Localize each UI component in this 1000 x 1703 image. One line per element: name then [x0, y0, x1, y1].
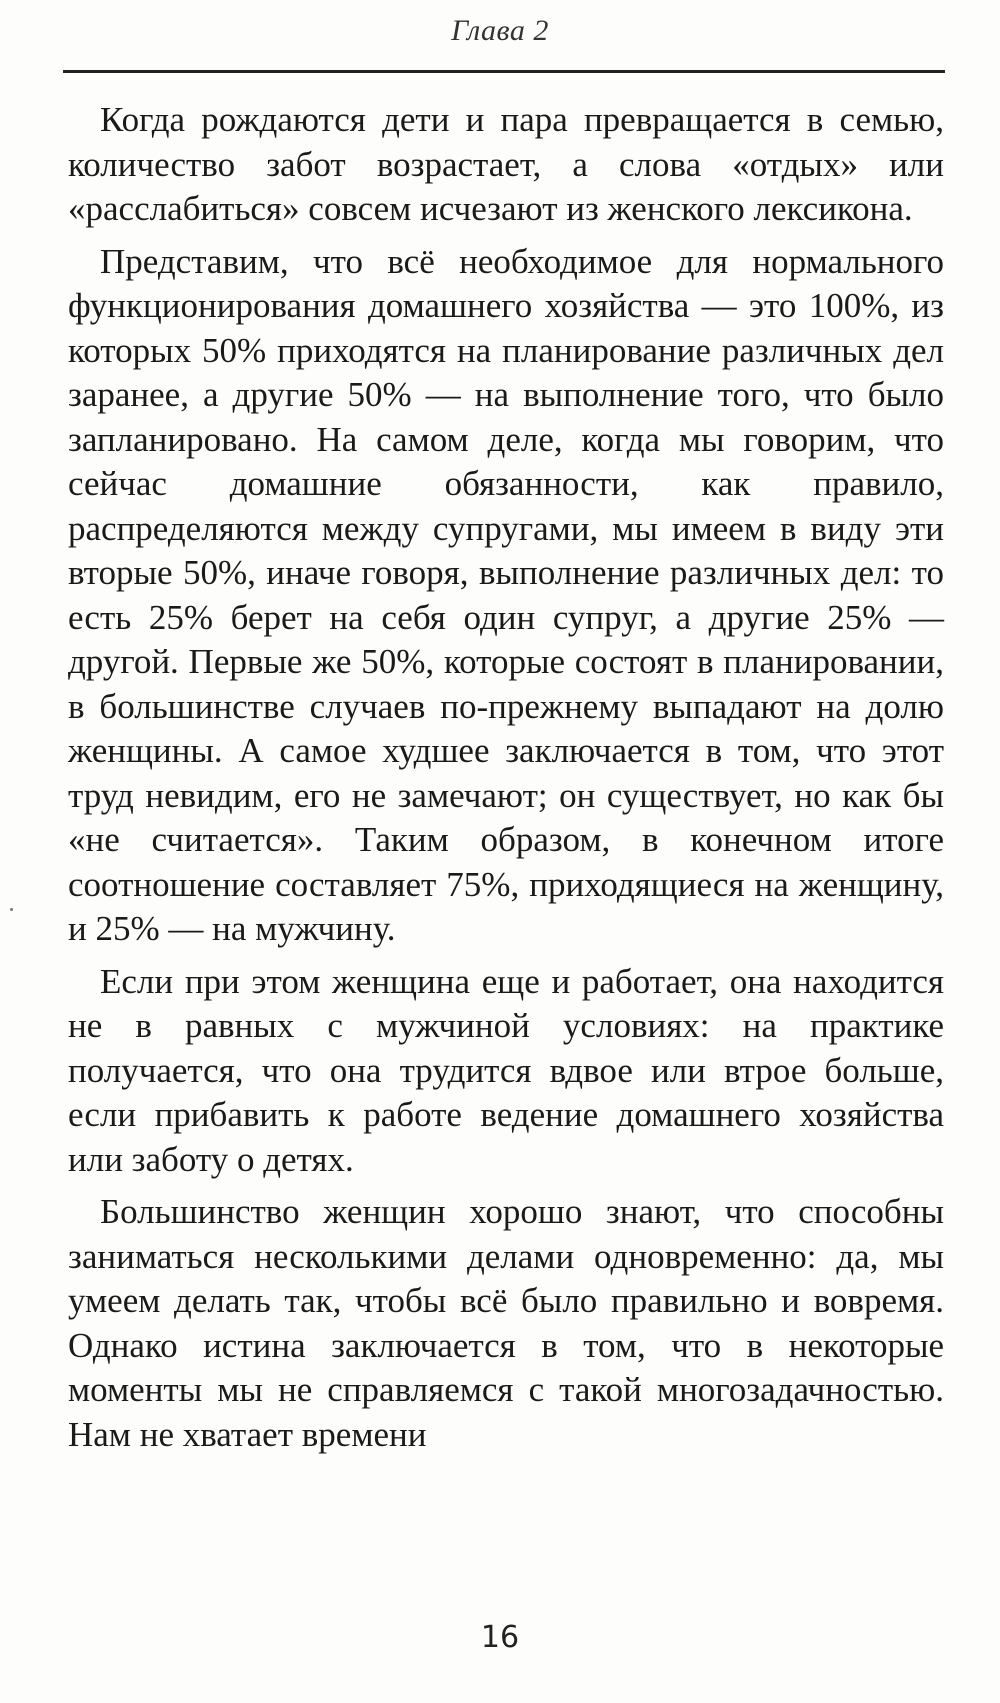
page-number: 16 [480, 1620, 520, 1655]
margin-speck [10, 908, 13, 911]
paragraph-1: Когда рождаются дети и пара превращается в семью, количество забот возрастает, а слова «отдых» или «расслабиться» совсем исчезают из женского лексикона. [68, 100, 944, 228]
paragraph-3: Если при этом женщина еще и работает, она находится не в равных с мужчиной условиях: на практике получается, что она трудится вдвое или втрое больше, если прибавить к работе ведение домашнего хозяйства или заботу о детях. [68, 961, 944, 1179]
running-head-chapter-title: Глава 2 [451, 14, 549, 47]
paragraph-4: Большинство женщин хорошо знают, что способны заниматься несколькими делами одновременно: да, мы умеем делать так, чтобы всё было правильно и вовремя. Однако истина заключается в том, что в некоторые моменты мы не справляемся с такой многозадачностью. Нам не хватает времени [68, 1192, 944, 1454]
paragraph-2: Представим, что всё необходимое для нормального функционирования домашнего хозяйства — это 100%, из которых 50% приходятся на планирование различных дел заранее, а другие 50% — на выполнение того, что было запланировано. На самом деле, когда мы говорим, что сейчас домашние обязанности, как правило, распределяются между супругами, мы имеем в виду эти вторые 50%, иначе говоря, выполнение различных дел: то есть 25% берет на себя один супруг, а другие 25% — другой. Первые же 50%, которые состоят в планировании, в большинстве случаев по-прежнему выпадают на долю женщины. А самое худшее заключается в том, что этот труд невидим, его не замечают; он существует, но как бы «не считается». Таким образом, в конечном итоге соотношение составляет 75%, приходящиеся на женщину, и 25% — на мужчину. [68, 241, 944, 948]
header-rule [63, 70, 945, 73]
body-text [68, 98, 944, 1465]
